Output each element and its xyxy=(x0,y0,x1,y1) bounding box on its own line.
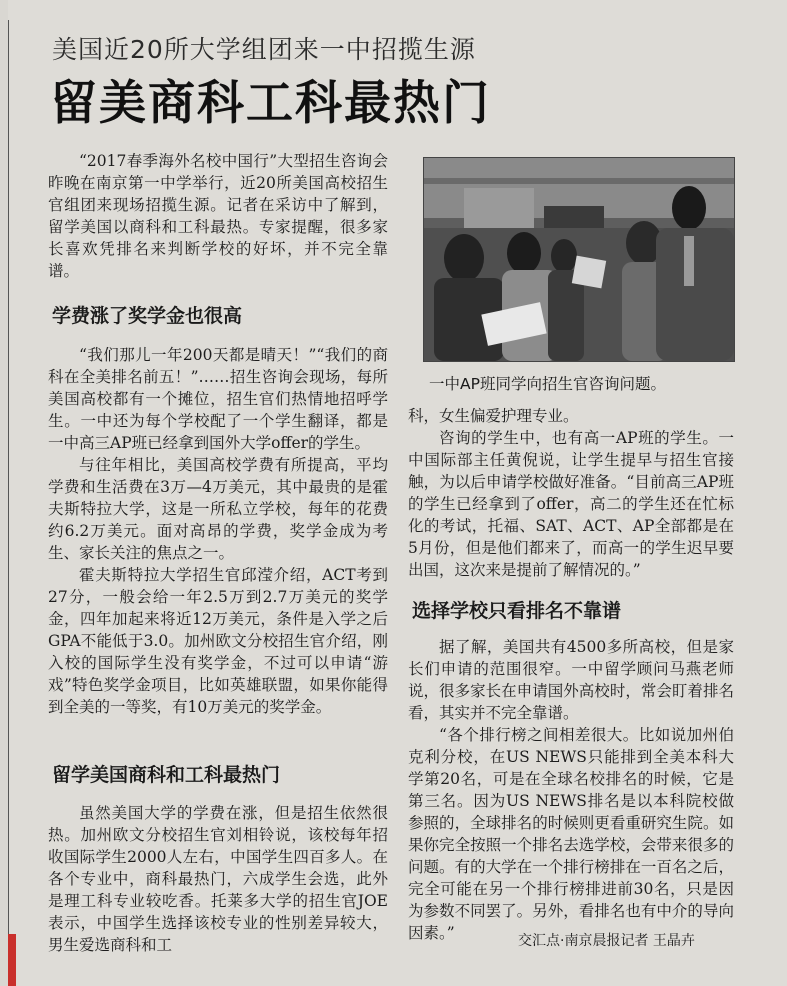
section-title-ranking: 选择学校只看排名不靠谱 xyxy=(412,600,622,622)
intro-paragraph: “2017春季海外名校中国行”大型招生咨询会昨晚在南京第一中学举行，近20所美国高校招生官组团来现场招揽生源。记者在采访中了解到，留学美国以商科和工科最热。专家提醒，很多家长喜欢凭排名来判断学校的好坏，并不完全靠谱。 xyxy=(48,152,388,280)
section-ranking-body xyxy=(408,636,734,944)
newspaper-page xyxy=(8,0,787,986)
column-rule xyxy=(8,20,9,960)
paragraph: 与往年相比，美国高校学费有所提高，平均学费和生活费在3万—4万美元，其中最贵的是霍夫斯特拉大学，这是一所私立学校，每年的花费约6.2万美元。面对高昂的学费，奖学金成为考生、家长关注的焦点之一。 xyxy=(48,456,388,562)
photo-caption: 一中AP班同学向招生官咨询问题。 xyxy=(429,375,666,393)
paragraph: 科，女生偏爱护理专业。 xyxy=(408,407,579,425)
section-title-tuition: 学费涨了奖学金也很高 xyxy=(52,305,243,327)
section-majors-continued xyxy=(408,405,734,581)
paragraph: “我们那儿一年200天都是晴天！”“我们的商科在全美排名前五！”……招生咨询会现场，每所美国高校都有一个摊位，招生官们热情地招呼学生。一中还为每个学校配了一个学生翻译，都是一中高三AP班已经拿到国外大学offer的学生。 xyxy=(48,346,388,452)
edge-mark xyxy=(8,934,16,986)
section-title-majors: 留学美国商科和工科最热门 xyxy=(52,764,281,786)
section-tuition-body xyxy=(48,344,388,718)
article-headline: 留美商科工科最热门 xyxy=(50,76,491,131)
paragraph: 虽然美国大学的学费在涨，但是招生依然很热。加州欧文分校招生官刘相铃说，该校每年招收国际学生2000人左右，中国学生四百多人。在各个专业中，商科最热门，六成学生会选，此外是理工科专业较吃香。托莱多大学的招生官JOE表示，中国学生选择该校专业的性别差异较大，男生爱选商科和工 xyxy=(48,804,388,954)
paragraph: “各个排行榜之间相差很大。比如说加州伯克利分校，在US NEWS只能排到全美本科大学第20名，可是在全球名校排名的时候，它是第三名。因为US NEWS排名是以本科院校做参照的，全球排名的时候则更看重研究生院。如果你完全按照一个排名去选学校，会带来很多的问题。有的大学在一个排行榜排在一百名之后，完全可能在另一个排行榜排进前30名，只是因为参数不同罢了。另外，看排名也有中介的导向因素。” xyxy=(408,726,734,942)
byline: 交汇点·南京晨报记者 王晶卉 xyxy=(518,933,695,949)
paragraph: 据了解，美国共有4500多所高校，但是家长们申请的范围很窄。一中留学顾问马燕老师说，很多家长在申请国外高校时，常会盯着排名看，其实并不完全靠谱。 xyxy=(408,638,734,722)
article-subhead: 美国近20所大学组团来一中招揽生源 xyxy=(52,35,476,64)
paragraph: 咨询的学生中，也有高一AP班的学生。一中国际部主任黄倪说，让学生提早与招生官接触，为以后申请学校做好准备。“目前高三AP班的学生已经拿到了offer，高二的学生还在忙标化的考试，托福、SAT、ACT、AP全部都是在5月份，但是他们都来了，而高一的学生迟早要出国，这次来是提前了解情况的。” xyxy=(408,429,734,579)
section-majors-body xyxy=(48,802,388,956)
news-photo xyxy=(423,157,735,362)
paragraph: 霍夫斯特拉大学招生官邱滢介绍，ACT考到27分，一般会给一年2.5万到2.7万美元的奖学金，四年加起来将近12万美元，条件是入学之后GPA不能低于3.0。加州欧文分校招生官介绍，刚入校的国际学生没有奖学金，不过可以申请“游戏”特色奖学金项目，比如英雄联盟，如果你能得到全美的一等奖，有10万美元的奖学金。 xyxy=(48,566,388,716)
